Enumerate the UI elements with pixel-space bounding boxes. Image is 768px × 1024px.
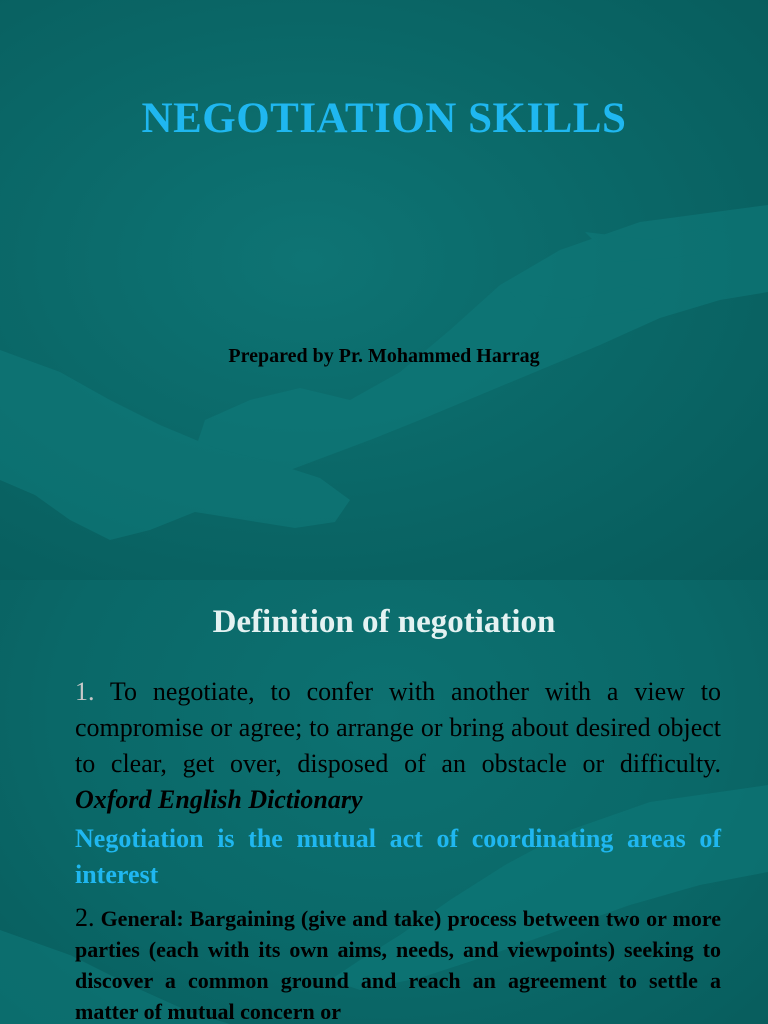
highlight-statement: Negotiation is the mutual act of coordinating areas of interest <box>75 824 721 889</box>
item-1-number: 1. <box>75 677 95 706</box>
author-line: Prepared by Pr. Mohammed Harrag <box>228 345 540 367</box>
slide-title: NEGOTIATION SKILLS <box>141 95 627 142</box>
slide-heading: Definition of negotiation <box>212 604 556 640</box>
definition-slide <box>0 580 768 1024</box>
item-1-source: Oxford English Dictionary <box>75 785 363 814</box>
definition-item-1 <box>75 674 721 818</box>
item-2-number: 2. <box>75 903 95 932</box>
definition-item-2 <box>75 902 721 1024</box>
item-1-text: To negotiate, to confer with another with a view to compromise or agree; to arrange or bring about desired object to clear, get over, disposed of an obstacle or difficulty. <box>75 677 721 778</box>
item-2-text: General: Bargaining (give and take) process between two or more parties (each with its own aims, needs, and viewpoints) seeking to discover a common ground and reach an agreement to settle a matter of mutual concern or <box>75 906 721 1024</box>
